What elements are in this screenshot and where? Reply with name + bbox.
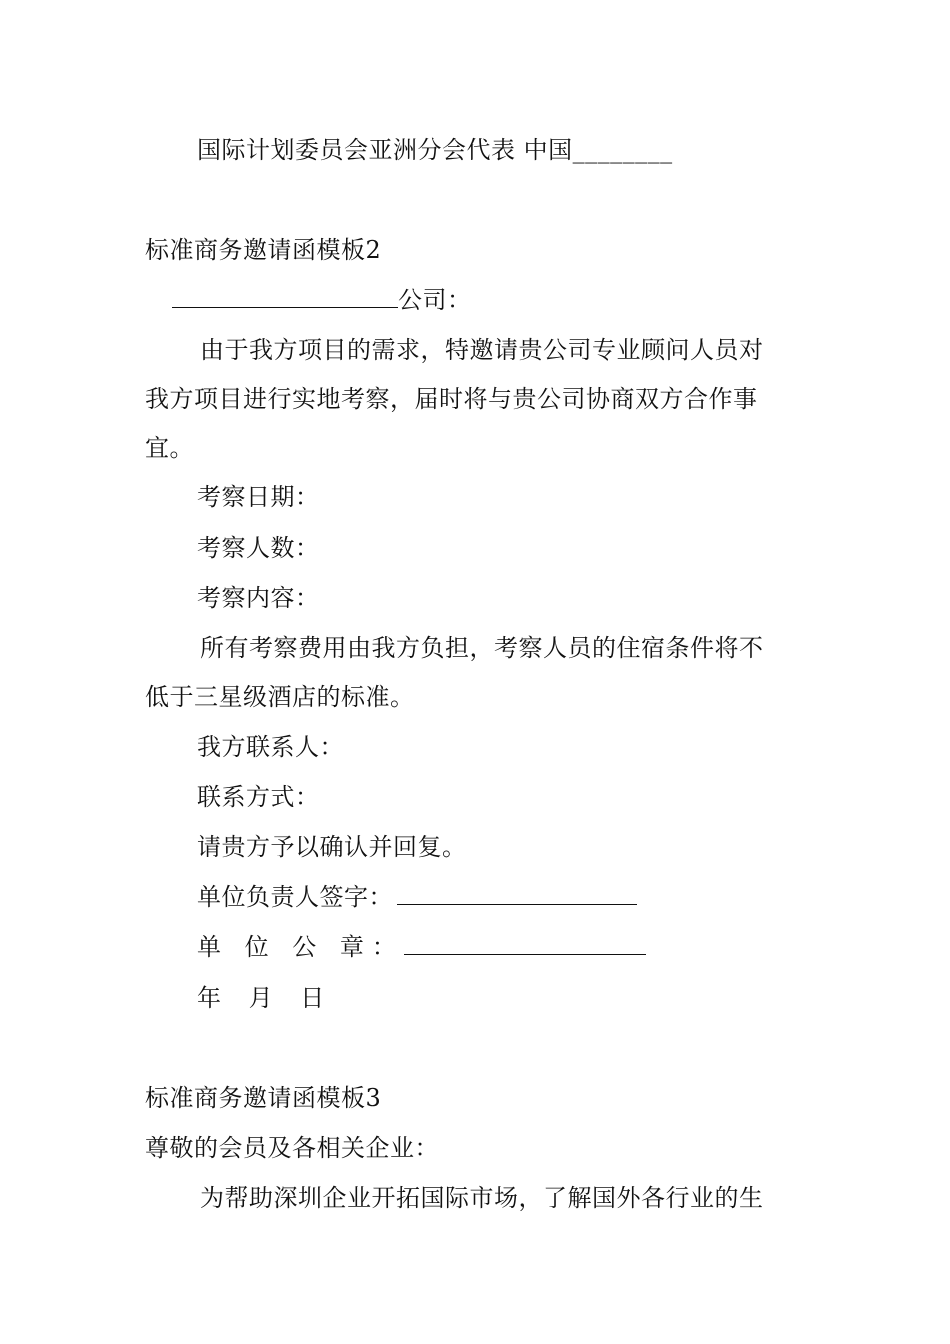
signoff-text: 国际计划委员会亚洲分会代表 中国________ (197, 136, 673, 164)
seal-blank (404, 934, 646, 955)
inspection-content-label: 考察内容： (197, 584, 320, 612)
section2-para2-line1: 所有考察费用由我方负担，考察人员的住宿条件将不 (200, 634, 764, 662)
section2-salutation (172, 285, 472, 315)
section2-para1-line1: 由于我方项目的需求，特邀请贵公司专业顾问人员对 (200, 336, 764, 364)
salutation-text: 公司： (398, 286, 472, 314)
section2-para1-line3: 宜。 (145, 434, 194, 462)
contact-person-label: 我方联系人： (197, 733, 344, 761)
seal-line (197, 932, 646, 962)
section3-heading: 标准商务邀请函模板3 (145, 1084, 382, 1112)
section3-salutation: 尊敬的会员及各相关企业： (145, 1134, 439, 1162)
inspection-date-label: 考察日期： (197, 483, 320, 511)
signature-blank (397, 884, 637, 905)
section2-para1-line2: 我方项目进行实地考察，届时将与贵公司协商双方合作事 (145, 385, 758, 413)
signature-line (197, 882, 637, 912)
date-line: 年 月 日 (197, 984, 335, 1012)
section2-heading: 标准商务邀请函模板2 (145, 236, 382, 264)
contact-method-label: 联系方式： (197, 783, 320, 811)
section3-para1-line1: 为帮助深圳企业开拓国际市场，了解国外各行业的生 (200, 1184, 764, 1212)
signature-label: 单位负责人签字： (197, 883, 393, 911)
company-blank (172, 287, 398, 308)
seal-label: 单 位 公 章： (197, 933, 404, 961)
signoff-line (197, 135, 673, 165)
confirm-text: 请贵方予以确认并回复。 (197, 833, 467, 861)
inspection-people-label: 考察人数： (197, 534, 320, 562)
section2-para2-line2: 低于三星级酒店的标准。 (145, 683, 415, 711)
